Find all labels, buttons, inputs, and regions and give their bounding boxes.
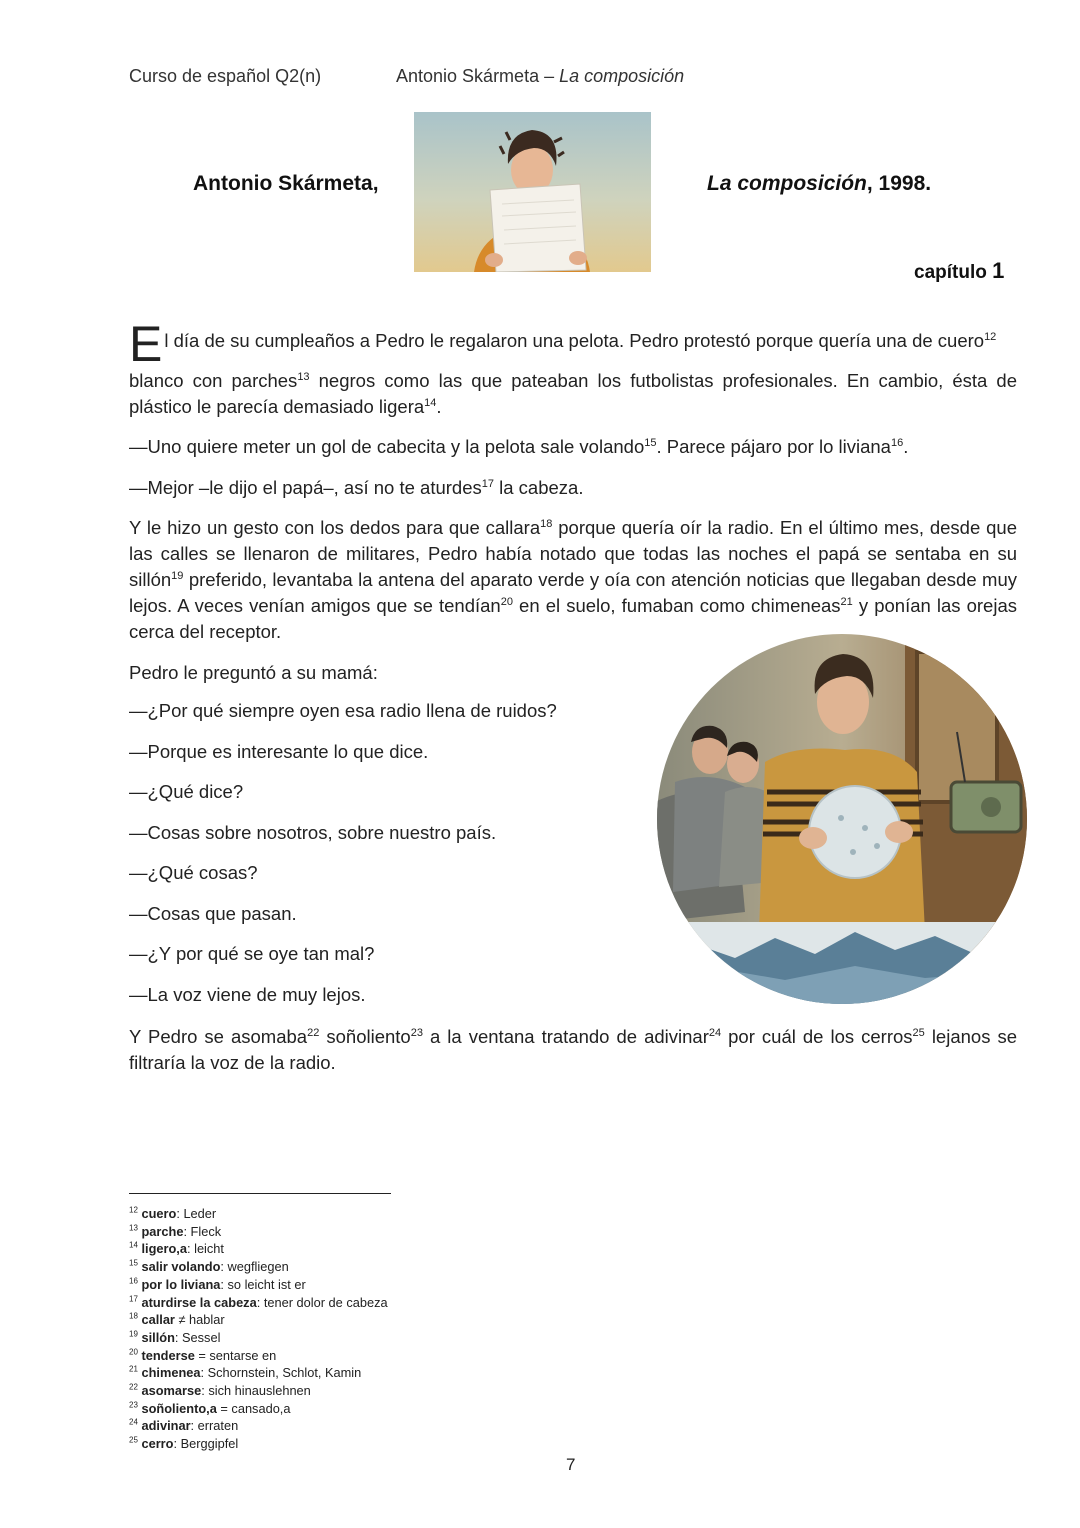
text-run: preferido, levantaba la antena del aparato verde y oía con atención noticias que llegaban desde muy lejos. A veces venían amigos que se tendían [129,569,1017,616]
footnote-item [129,1382,388,1400]
footnote-ref: 16 [890,436,904,449]
footnote-number: 18 [129,1311,138,1321]
footnote-number: 24 [129,1418,138,1428]
footnote-definition: : tener dolor de cabeza [256,1294,388,1310]
footnote-number: 20 [129,1347,138,1357]
footnote-term: asomarse [141,1383,202,1399]
family-radio-illustration [655,632,1029,1006]
chapter-heading [914,258,1004,284]
text-run: Y Pedro se asomaba [129,1026,308,1047]
footnote-item [129,1205,388,1223]
text-run: soñoliento [319,1026,411,1047]
footnote-ref: 23 [410,1026,423,1039]
footnote-definition: : Fleck [183,1223,222,1239]
footnote-ref: 21 [840,595,853,608]
paragraph-last [129,1024,1017,1076]
footnote-ref: 13 [297,370,310,383]
text-run: . Parece pájaro por lo liviana [656,436,891,457]
text-run: l día de su cumpleaños a Pedro le regalaron una pelota. Pedro protestó porque quería una de cuero [164,330,985,351]
footnote-number: 15 [129,1258,138,1268]
footnote-ref: 20 [500,595,513,608]
footnote-number: 14 [129,1241,138,1251]
footnote-item [129,1347,388,1365]
footnote-term: cerro [141,1436,174,1452]
text-run: . [903,436,909,457]
dialog-line: —¿Qué cosas? [129,862,258,883]
dialog-line: —¿Por qué siempre oyen esa radio llena de ruidos? [129,700,557,721]
footnote-term: tenderse [141,1347,195,1363]
text-run: Y le hizo un gesto con los dedos para que callara [129,517,541,538]
title-work-italic: La composición [707,172,867,195]
footnote-ref: 19 [171,569,184,582]
footnote-ref: 14 [424,396,437,409]
footnote-definition: ≠ hablar [174,1312,225,1328]
footnote-ref: 15 [644,436,657,449]
dialog-line: —Porque es interesante lo que dice. [129,741,429,762]
paragraph-4 [129,515,1017,645]
chapter-label: capítulo [914,262,987,283]
footnote-term: adivinar [141,1418,191,1434]
footnote-ref: 25 [912,1026,925,1039]
footnote-ref: 24 [708,1026,722,1039]
footnote-item [129,1258,388,1276]
text-run: lejanos se filtraría la voz de la radio. [129,1026,1018,1073]
footnote-term: salir volando [141,1259,221,1275]
paragraph-2 [129,434,1017,460]
footnote-term: ligero,a [141,1241,187,1257]
text-run: la cabeza. [494,477,584,498]
footnote-term: cuero [141,1206,177,1221]
text-run: —Mejor –le dijo el papá–, así no te aturdes [129,477,482,498]
paragraph-1 [129,316,1017,372]
footnote-term: sillón [141,1329,175,1345]
footnote-ref: 12 [984,330,997,343]
paragraph-3 [129,475,1017,501]
footnote-item [129,1311,388,1329]
footnote-definition: : leicht [186,1241,224,1257]
footnote-ref: 22 [307,1026,320,1039]
dialog-line: —¿Qué dice? [129,781,244,802]
footnote-item [129,1417,388,1435]
header-author: Antonio Skármeta – [396,66,560,86]
text-run: en el suelo, fumaban como chimeneas [512,595,841,616]
footnote-definition: = cansado,a [216,1400,291,1416]
footnote-item [129,1435,388,1453]
text-run: —Uno quiere meter un gol de cabecita y la pelota sale volando [129,436,645,457]
footnote-term: parche [141,1223,184,1239]
paragraph-5: Pedro le preguntó a su mamá: [129,662,378,683]
text-run: . [436,396,442,417]
text-run: porque quería oír la radio. En el último mes, desde que las calles se llenaron de militares, Pedro había notado que todas las noches el papá se sentaba en su sillón [129,517,1017,590]
footnote-item [129,1364,388,1382]
title-work [707,172,931,196]
footnote-definition: : Sessel [174,1329,221,1345]
dialog-line: —La voz viene de muy lejos. [129,984,366,1005]
header-course: Curso de español Q2(n) [129,66,322,86]
footnote-definition: : Berggipfel [173,1436,239,1452]
footnote-item [129,1294,388,1312]
footnote-number: 21 [129,1365,138,1375]
text-run: por cuál de los cerros [721,1026,913,1047]
footnote-number: 19 [129,1329,138,1339]
footnote-number: 22 [129,1382,138,1392]
text-run: y ponían las orejas cerca del receptor. [129,595,1017,642]
footnote-ref: 18 [540,517,553,530]
drop-cap: E [129,316,163,372]
footnote-divider [129,1193,391,1194]
boy-reading-illustration [414,112,651,272]
footnote-definition: = sentarse en [194,1347,277,1363]
footnote-ref: 17 [481,477,494,490]
footnote-definition: : wegfliegen [220,1259,289,1275]
chapter-number: 1 [992,258,1005,283]
footnote-item [129,1329,388,1347]
header-work: La composición [559,66,685,86]
dialog-line: —Cosas que pasan. [129,903,297,924]
footnote-number: 25 [129,1435,138,1445]
text-run: negros como las que pateaban los futbolistas profesionales. En cambio, ésta de plástico le parecía demasiado ligera [129,370,1017,417]
footnote-number: 23 [129,1400,138,1410]
dialog-line: —Cosas sobre nosotros, sobre nuestro país. [129,822,497,843]
footnote-item [129,1276,388,1294]
dialog-line: —¿Y por qué se oye tan mal? [129,943,375,964]
footnote-item [129,1223,388,1241]
title-year: , 1998. [866,172,932,195]
footnote-definition: : sich hinauslehnen [201,1383,311,1399]
footnote-definition: : so leicht ist er [220,1276,306,1292]
text-run: blanco con parches [129,370,298,391]
footnote-item [129,1400,388,1418]
footnote-definition: : erraten [190,1418,239,1434]
title-author: Antonio Skármeta, [193,172,379,195]
footnote-definition: : Schornstein, Schlot, Kamin [200,1365,362,1381]
footnote-term: callar [141,1312,175,1328]
header-title [396,66,684,87]
footnote-number: 12 [129,1205,138,1215]
footnote-term: aturdirse la cabeza [141,1294,257,1310]
footnote-definition: : Leder [176,1206,217,1221]
footnote-item [129,1240,388,1258]
footnote-number: 17 [129,1294,138,1304]
footnote-term: por lo liviana [141,1276,221,1292]
text-run: a la ventana tratando de adivinar [422,1026,709,1047]
page-number: 7 [566,1455,576,1474]
footnotes [129,1205,388,1453]
paragraph-1-cont [129,368,1017,420]
footnote-term: soñoliento,a [141,1400,217,1416]
footnote-number: 16 [129,1276,138,1286]
footnote-number: 13 [129,1223,138,1233]
footnote-term: chimenea [141,1365,201,1381]
